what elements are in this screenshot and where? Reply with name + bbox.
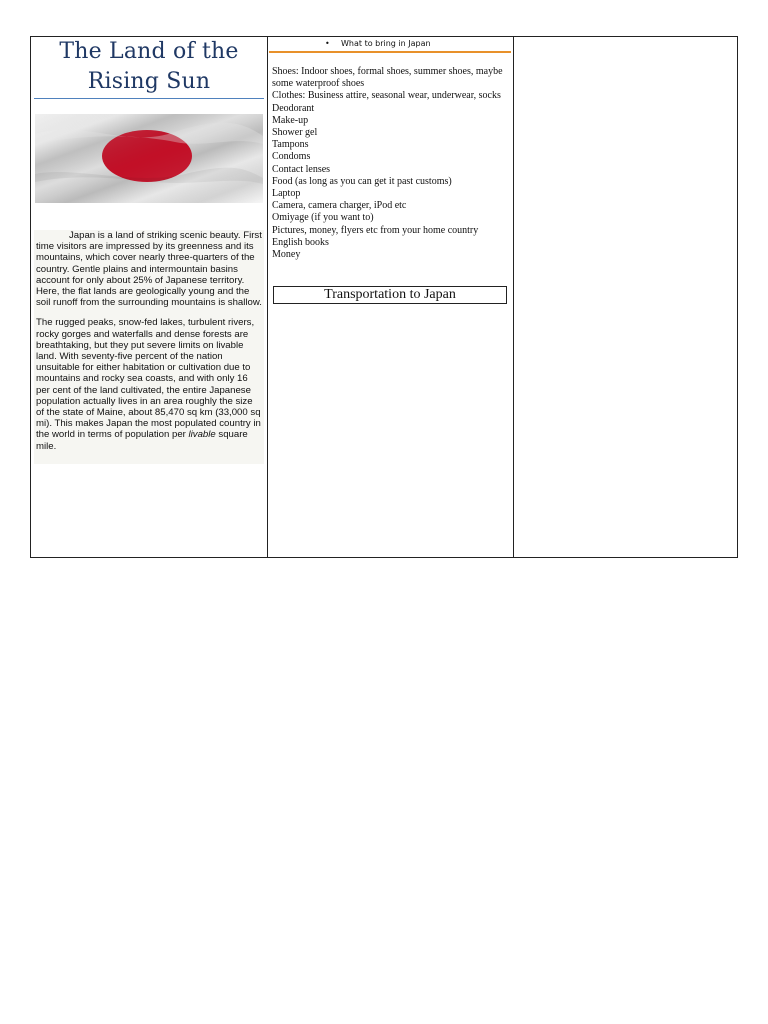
- list-item: Money: [272, 249, 301, 261]
- list-item: Laptop: [272, 188, 301, 200]
- list-item: Deodorant: [272, 102, 315, 114]
- left-panel: [31, 37, 268, 557]
- paragraph-2-text: The rugged peaks, snow-fed lakes, turbulent rivers, rocky gorges and waterfalls and dense forests are breathtaking, but they put severe limits on livable land. With seventy-five percent of the nation unsuitable for either habitation or cultivation due to mountains and rocky sea coasts, and with only 16 per cent of the land cultivated, the entire Japanese population actually lives in an area roughly the size of the state of Maine, about 85,470 sq km (33,000 sq mi). This makes Japan the most populated country in the world in terms of population per: [36, 317, 261, 441]
- emphasis-word: livable: [188, 429, 216, 441]
- title-line-2: Rising Sun: [87, 69, 211, 94]
- middle-panel: [268, 37, 514, 557]
- flag-graphic: [35, 114, 263, 203]
- list-item: Shower gel: [272, 127, 318, 139]
- right-panel-empty: [514, 37, 737, 557]
- page-title: [34, 37, 264, 97]
- list-item: Make-up: [272, 114, 309, 126]
- list-item: Omiyage (if you want to): [272, 212, 374, 224]
- list-item: English books: [272, 236, 329, 248]
- title-line-1: The Land of the: [59, 39, 239, 64]
- paragraph-1: Japan is a land of striking scenic beauty. First time visitors are impressed by its greenness and its mountains, which cover nearly three-quarters of the country. Gentle plains and intermountain basins account for only about 25% of Japanese territory. Here, the flat lands are geologically young and the soil runoff from the surrounding mountains is shallow.: [36, 230, 262, 309]
- packing-heading: [269, 37, 511, 53]
- japan-flag-image: [35, 114, 263, 203]
- packing-heading-text: What to bring in Japan: [341, 39, 431, 48]
- paragraph-2-ending: square mile.: [36, 429, 248, 452]
- paragraph-2: [36, 317, 263, 451]
- packing-list: [272, 66, 508, 261]
- japan-description: [34, 230, 264, 464]
- title-divider: [34, 98, 264, 99]
- list-item: Tampons: [272, 139, 309, 151]
- list-item: Camera, camera charger, iPod etc: [272, 200, 407, 212]
- bullet-icon: •: [325, 39, 330, 48]
- list-item: Pictures, money, flyers etc from your home country: [272, 224, 479, 236]
- transportation-heading: Transportation to Japan: [273, 286, 507, 304]
- list-item: Clothes: Business attire, seasonal wear, underwear, socks: [272, 90, 501, 102]
- list-item: Contact lenses: [272, 163, 331, 175]
- list-item: Condoms: [272, 151, 311, 163]
- list-item: Shoes: Indoor shoes, formal shoes, summer shoes, maybe some waterproof shoes: [272, 66, 503, 90]
- brochure-table: [30, 36, 738, 558]
- list-item: Food (as long as you can get it past customs): [272, 175, 452, 187]
